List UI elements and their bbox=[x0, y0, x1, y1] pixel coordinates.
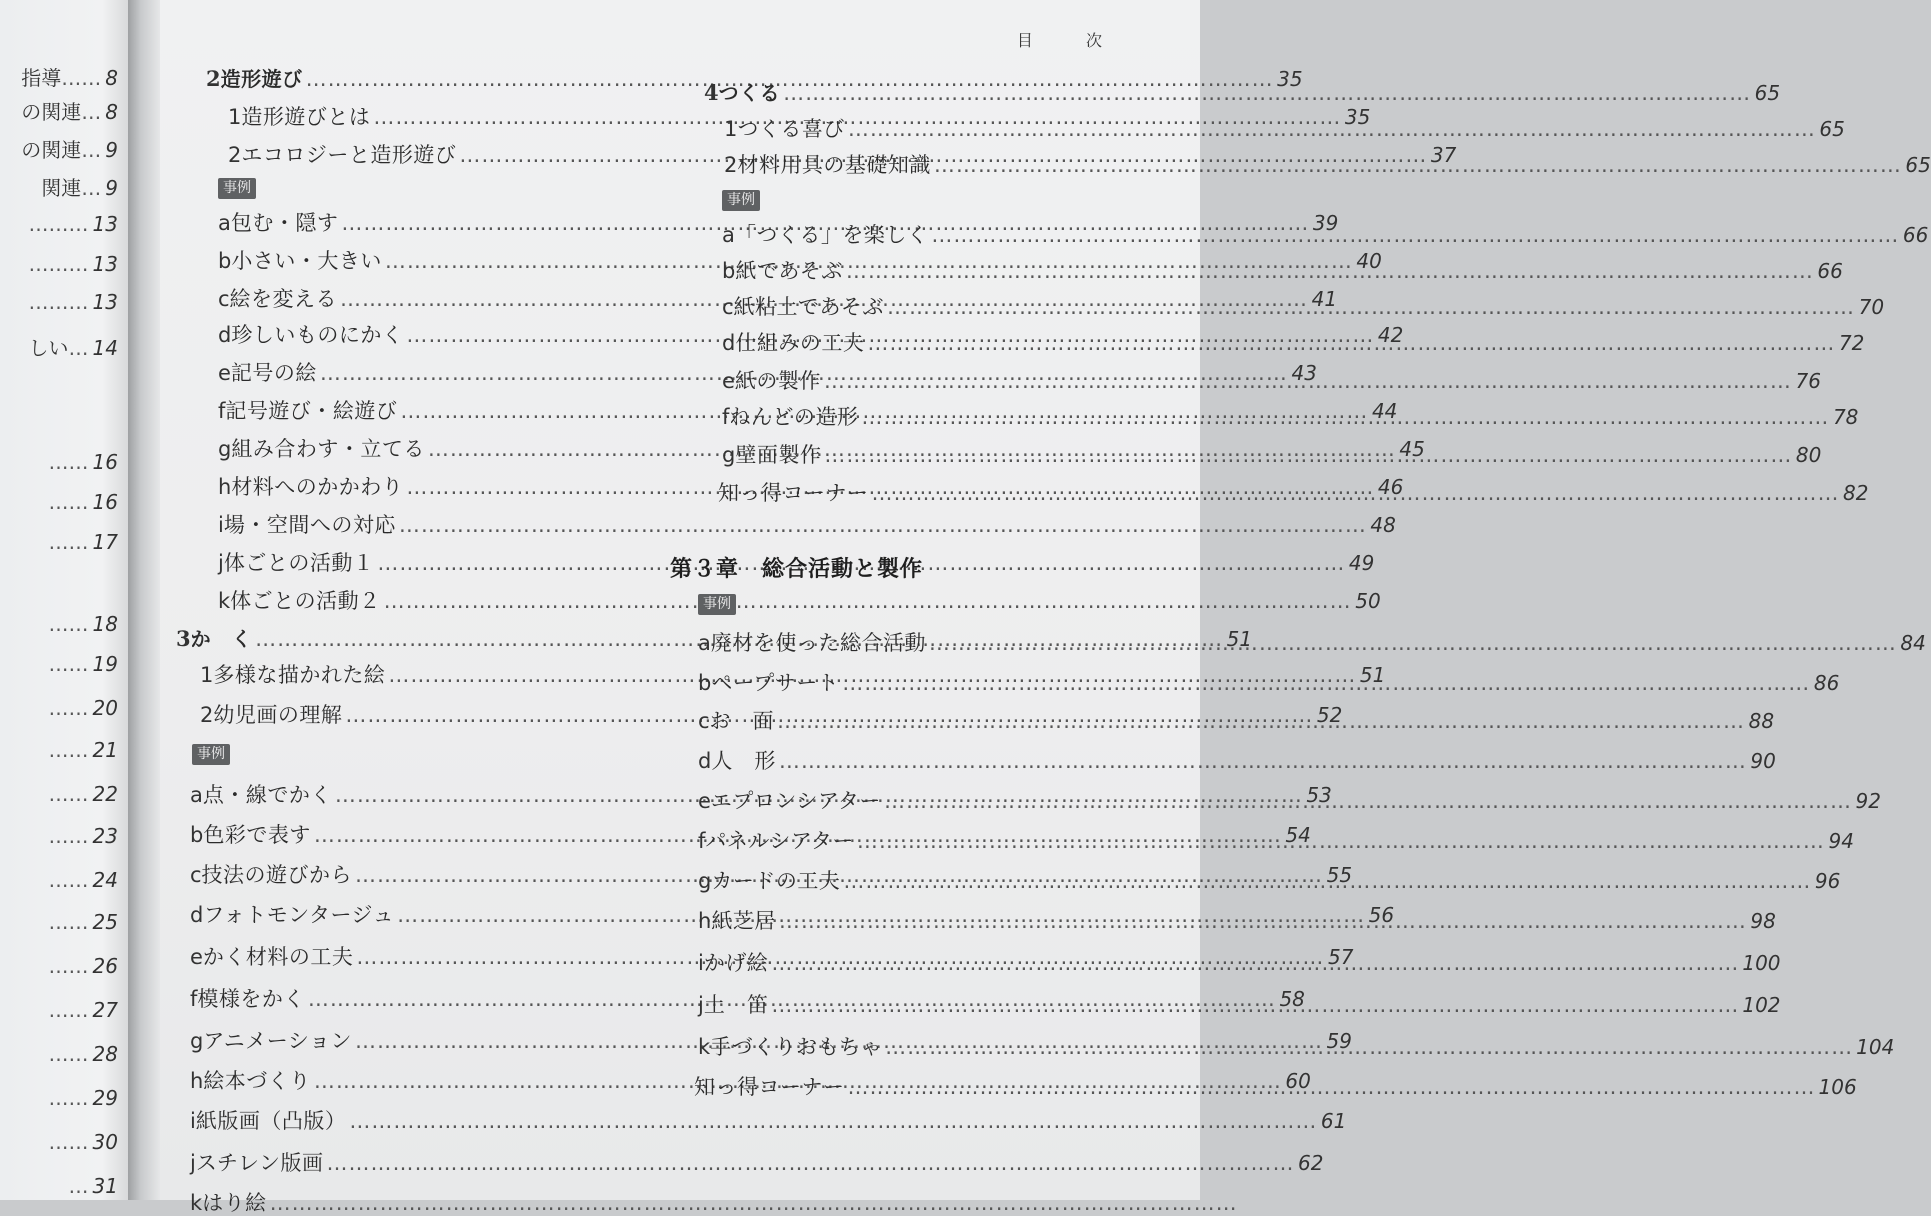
page-number: 13 bbox=[92, 290, 118, 314]
entry-label: 珍しいものにかく bbox=[231, 323, 404, 347]
leader-dots bbox=[885, 1034, 1853, 1060]
leader-dots: …… bbox=[48, 1130, 89, 1154]
entry-label: 壁面製作 bbox=[735, 443, 822, 467]
page-number: 46 bbox=[1377, 475, 1404, 499]
page-number: 42 bbox=[1377, 323, 1404, 347]
page-number: 98 bbox=[1750, 909, 1776, 933]
leader-dots: …… bbox=[48, 652, 89, 676]
entry-index: g bbox=[698, 869, 712, 893]
entry-index: 2 bbox=[206, 66, 221, 91]
page-number: 90 bbox=[1750, 749, 1776, 773]
leader-dots: …… bbox=[48, 738, 89, 762]
entry-index: f bbox=[218, 399, 226, 423]
toc-entry[interactable] bbox=[190, 1190, 624, 1216]
entry-index: 2 bbox=[200, 703, 214, 727]
page-number: 8 bbox=[105, 100, 118, 124]
entry-label: 紙粘土であそぶ bbox=[733, 295, 885, 319]
page-number: 65 bbox=[1754, 81, 1781, 105]
page-number: 80 bbox=[1795, 443, 1822, 467]
entry-label: の関連 bbox=[21, 138, 82, 162]
page-number: 66 bbox=[1902, 223, 1929, 247]
leader-dots: … bbox=[68, 1174, 89, 1198]
entry-label: つくる喜び bbox=[737, 117, 845, 141]
page-number: 72 bbox=[1838, 331, 1865, 355]
entry-label: 知っ得コーナー bbox=[718, 481, 869, 505]
leader-dots bbox=[824, 368, 1792, 394]
page-number: 94 bbox=[1828, 829, 1854, 853]
page-number: 26 bbox=[92, 954, 118, 978]
leader-dots: ……… bbox=[28, 290, 89, 314]
entry-label: フォトモンタージュ bbox=[203, 903, 395, 927]
entry-index: 2 bbox=[228, 143, 242, 167]
toc-entry bbox=[29, 252, 118, 276]
leader-dots: …… bbox=[48, 782, 89, 806]
page-number: 31 bbox=[92, 1174, 118, 1198]
toc-entry bbox=[49, 1086, 118, 1110]
toc-entry bbox=[21, 134, 118, 163]
page-number: 9 bbox=[105, 138, 118, 162]
entry-index: a bbox=[722, 223, 735, 247]
leader-dots bbox=[848, 1074, 1816, 1100]
page-number: 13 bbox=[92, 212, 118, 236]
entry-index: b bbox=[218, 249, 232, 273]
leader-dots: …… bbox=[48, 1086, 89, 1110]
toc-entry[interactable] bbox=[190, 1108, 1347, 1134]
entry-label: 包む・隠す bbox=[230, 211, 339, 235]
leader-dots bbox=[777, 708, 1745, 734]
entry-label: 紙であそぶ bbox=[735, 259, 843, 283]
entry-label: 記号の絵 bbox=[230, 361, 317, 385]
leader-dots bbox=[779, 748, 1747, 774]
toc-entry bbox=[49, 954, 118, 978]
leader-dots bbox=[771, 992, 1739, 1018]
entry-index: e bbox=[722, 369, 735, 393]
entry-index: d bbox=[190, 903, 204, 927]
entry-label: 廃材を使った総合活動 bbox=[710, 631, 926, 655]
leader-dots bbox=[349, 1108, 1317, 1134]
page-number: 44 bbox=[1371, 399, 1398, 423]
entry-label: 紙版画（凸版） bbox=[195, 1109, 347, 1133]
toc-entry bbox=[21, 62, 118, 91]
entry-label: しい bbox=[28, 336, 69, 360]
entry-index: d bbox=[218, 323, 232, 347]
page-header: 目 次 bbox=[1016, 31, 1126, 50]
leader-dots bbox=[783, 80, 1751, 106]
entry-label: 多様な描かれた絵 bbox=[213, 663, 386, 687]
entry-index: c bbox=[218, 287, 230, 311]
leader-dots: … bbox=[68, 336, 89, 360]
page-number: 8 bbox=[105, 66, 118, 90]
entry-label: つくる bbox=[718, 81, 781, 105]
entry-index: 3 bbox=[176, 626, 191, 651]
right-page bbox=[160, 0, 1931, 1215]
entry-index: f bbox=[190, 987, 198, 1011]
entry-label: 体ごとの活動２ bbox=[230, 589, 381, 613]
entry-index: i bbox=[698, 951, 704, 975]
entry-index: k bbox=[218, 589, 231, 613]
page-number: 14 bbox=[92, 336, 118, 360]
leader-dots bbox=[887, 294, 1855, 320]
page-number: 16 bbox=[92, 450, 118, 474]
entry-index: i bbox=[190, 1109, 196, 1133]
page-number: 17 bbox=[92, 530, 118, 554]
toc-entry bbox=[21, 96, 118, 125]
entry-label: の関連 bbox=[21, 100, 82, 124]
case-badge: 事例 bbox=[218, 178, 256, 199]
page-number: 45 bbox=[1399, 437, 1425, 461]
page-number: 22 bbox=[92, 782, 118, 806]
entry-index: c bbox=[698, 709, 710, 733]
entry-index: 1 bbox=[228, 105, 242, 129]
leader-dots: …… bbox=[61, 66, 102, 90]
leader-dots: ……… bbox=[28, 212, 89, 236]
entry-index: i bbox=[218, 513, 224, 537]
page-number: 27 bbox=[92, 998, 118, 1022]
entry-label: 紙芝居 bbox=[711, 909, 776, 933]
entry-index: f bbox=[698, 829, 706, 853]
entry-label: スチレン版画 bbox=[195, 1151, 324, 1175]
entry-index: g bbox=[218, 437, 232, 461]
case-badge: 事例 bbox=[722, 190, 760, 211]
leader-dots: …… bbox=[48, 998, 89, 1022]
toc-section[interactable] bbox=[206, 66, 1303, 92]
entry-label: 仕組みの工夫 bbox=[735, 331, 865, 355]
page-number: 19 bbox=[92, 652, 118, 676]
entry-index: k bbox=[190, 1191, 203, 1215]
page-number: 50 bbox=[1355, 589, 1381, 613]
toc-entry[interactable] bbox=[218, 512, 1396, 538]
entry-label: 指導 bbox=[21, 66, 62, 90]
leader-dots: … bbox=[81, 100, 102, 124]
toc-entry bbox=[49, 910, 118, 934]
entry-label: 「つくる」を楽しく bbox=[734, 223, 929, 247]
leader-dots bbox=[861, 404, 1829, 430]
page-number: 59 bbox=[1326, 1029, 1352, 1053]
entry-label: エコロジーと造形遊び bbox=[241, 143, 457, 167]
page-number: 65 bbox=[1819, 117, 1845, 141]
leader-dots: …… bbox=[48, 696, 89, 720]
page-number: 23 bbox=[92, 824, 118, 848]
page-number: 16 bbox=[92, 490, 118, 514]
entry-index: d bbox=[698, 749, 712, 773]
page-number: 21 bbox=[92, 738, 118, 762]
entry-label: 関連 bbox=[41, 176, 82, 200]
toc-entry bbox=[49, 530, 118, 554]
entry-index: h bbox=[218, 475, 232, 499]
leader-dots bbox=[779, 908, 1747, 934]
page-number: 35 bbox=[1277, 67, 1303, 91]
leader-dots bbox=[270, 1190, 1238, 1216]
entry-label: 人 形 bbox=[711, 749, 776, 773]
entry-index: 2 bbox=[724, 153, 738, 177]
page-number: 53 bbox=[1306, 783, 1332, 807]
page-number: 39 bbox=[1312, 211, 1339, 235]
leader-dots: … bbox=[81, 138, 102, 162]
left-page bbox=[0, 0, 128, 1200]
leader-dots: …… bbox=[48, 490, 89, 514]
entry-index: e bbox=[218, 361, 231, 385]
page-number: 18 bbox=[92, 612, 118, 636]
leader-dots bbox=[872, 480, 1840, 506]
page-number: 70 bbox=[1858, 295, 1885, 319]
toc-section[interactable] bbox=[704, 80, 1781, 106]
leader-dots bbox=[929, 630, 1897, 656]
page-number: 56 bbox=[1368, 903, 1395, 927]
page-number: 106 bbox=[1818, 1075, 1857, 1099]
page-number: 43 bbox=[1291, 361, 1317, 385]
entry-index: b bbox=[722, 259, 736, 283]
toc-entry bbox=[29, 332, 118, 361]
entry-label: かく材料の工夫 bbox=[202, 945, 354, 969]
entry-index: b bbox=[190, 823, 204, 847]
page-number: 29 bbox=[92, 1086, 118, 1110]
toc-entry bbox=[29, 290, 118, 314]
page-number: 24 bbox=[92, 868, 118, 892]
entry-label: 絵本づくり bbox=[203, 1069, 311, 1093]
toc-entry bbox=[49, 612, 118, 636]
page-number: 84 bbox=[1900, 631, 1926, 655]
toc-entry bbox=[49, 868, 118, 892]
entry-index: j bbox=[698, 993, 704, 1017]
toc-entry bbox=[69, 1174, 118, 1198]
entry-index: 1 bbox=[200, 663, 214, 687]
entry-index: j bbox=[190, 1151, 196, 1175]
entry-label: 手づくりおもちゃ bbox=[710, 1035, 883, 1059]
toc-entry bbox=[49, 652, 118, 676]
page-number: 9 bbox=[105, 176, 118, 200]
toc-entry bbox=[41, 172, 118, 201]
entry-label: はり絵 bbox=[202, 1191, 267, 1215]
entry-label: 技法の遊びから bbox=[201, 863, 353, 887]
entry-label: 土 笛 bbox=[703, 993, 769, 1017]
entry-index: 4 bbox=[704, 80, 719, 105]
page-number: 25 bbox=[92, 910, 118, 934]
entry-label: エプロンシアター bbox=[710, 789, 881, 813]
leader-dots bbox=[884, 788, 1852, 814]
entry-label: 材料へのかかわり bbox=[231, 475, 404, 499]
entry-index: a bbox=[218, 211, 231, 235]
leader-dots bbox=[846, 258, 1814, 284]
leader-dots bbox=[326, 1150, 1294, 1176]
page-number: 55 bbox=[1326, 863, 1353, 887]
toc-entry bbox=[49, 738, 118, 762]
leader-dots bbox=[824, 442, 1792, 468]
toc-entry[interactable] bbox=[698, 748, 1776, 774]
page-number: 20 bbox=[92, 696, 118, 720]
page-number: 51 bbox=[1226, 627, 1253, 651]
page-number: 57 bbox=[1327, 945, 1354, 969]
entry-index: f bbox=[722, 405, 730, 429]
entry-label: 造形遊びとは bbox=[241, 105, 371, 129]
leader-dots bbox=[934, 152, 1902, 178]
leader-dots bbox=[771, 950, 1739, 976]
entry-label: かげ絵 bbox=[703, 951, 769, 975]
entry-label: 小さい・大きい bbox=[231, 249, 382, 273]
entry-label: 組み合わす・立てる bbox=[231, 437, 425, 461]
entry-index: g bbox=[190, 1029, 204, 1053]
entry-index: e bbox=[190, 945, 203, 969]
leader-dots: …… bbox=[48, 612, 89, 636]
entry-label: 色彩で表す bbox=[203, 823, 311, 847]
entry-index: a bbox=[190, 783, 203, 807]
page-number: 102 bbox=[1742, 993, 1781, 1017]
entry-label: 幼児画の理解 bbox=[213, 703, 343, 727]
page-number: 66 bbox=[1817, 259, 1843, 283]
entry-label: 知っ得コーナー bbox=[694, 1075, 845, 1099]
toc-entry[interactable] bbox=[190, 1150, 1324, 1176]
page-number: 54 bbox=[1285, 823, 1311, 847]
page-number: 61 bbox=[1320, 1109, 1347, 1133]
entry-index: b bbox=[698, 671, 712, 695]
entry-label: 記号遊び・絵遊び bbox=[225, 399, 398, 423]
page-number: 30 bbox=[92, 1130, 118, 1154]
page-number: 41 bbox=[1311, 287, 1338, 311]
entry-index: h bbox=[190, 1069, 204, 1093]
page-number: 58 bbox=[1279, 987, 1305, 1011]
page-number: 100 bbox=[1742, 951, 1781, 975]
toc-entry bbox=[49, 824, 118, 848]
leader-dots: …… bbox=[48, 450, 89, 474]
leader-dots: ……… bbox=[28, 252, 89, 276]
page-number: 35 bbox=[1344, 105, 1371, 129]
entry-index: a bbox=[698, 631, 711, 655]
leader-dots: …… bbox=[48, 910, 89, 934]
entry-label: ねんどの造形 bbox=[729, 405, 859, 429]
entry-label: 体ごとの活動１ bbox=[223, 551, 375, 575]
toc-entry bbox=[49, 1042, 118, 1066]
entry-index: 1 bbox=[724, 117, 738, 141]
page-number: 28 bbox=[92, 1042, 118, 1066]
leader-dots bbox=[399, 512, 1367, 538]
page-number: 37 bbox=[1430, 143, 1457, 167]
page-number: 88 bbox=[1748, 709, 1775, 733]
entry-label: パネルシアター bbox=[705, 829, 854, 853]
entry-index: e bbox=[698, 789, 711, 813]
case-badge: 事例 bbox=[192, 744, 230, 765]
entry-index: g bbox=[722, 443, 736, 467]
entry-index: h bbox=[698, 909, 712, 933]
chapter-heading: 第３章 総合活動と製作 bbox=[670, 557, 924, 582]
page-number: 65 bbox=[1905, 153, 1931, 177]
page-number: 86 bbox=[1813, 671, 1840, 695]
entry-label: 模様をかく bbox=[197, 987, 305, 1011]
leader-dots bbox=[843, 868, 1811, 894]
entry-label: 場・空間への対応 bbox=[223, 513, 396, 537]
page-number: 48 bbox=[1370, 513, 1396, 537]
entry-index: c bbox=[190, 863, 202, 887]
entry-label: 造形遊び bbox=[220, 67, 303, 91]
entry-label: か く bbox=[190, 627, 253, 651]
entry-label: カードの工夫 bbox=[711, 869, 841, 893]
page-number: 104 bbox=[1856, 1035, 1895, 1059]
leader-dots: …… bbox=[48, 530, 89, 554]
entry-label: 点・線でかく bbox=[202, 783, 332, 807]
page-number: 96 bbox=[1814, 869, 1841, 893]
entry-index: j bbox=[218, 551, 224, 575]
entry-label: 紙の製作 bbox=[734, 369, 821, 393]
page-number: 40 bbox=[1356, 249, 1382, 273]
entry-label: アニメーション bbox=[203, 1029, 352, 1053]
entry-label: 材料用具の基礎知識 bbox=[737, 153, 931, 177]
toc-entry bbox=[49, 782, 118, 806]
leader-dots bbox=[384, 588, 1352, 614]
page-number: 62 bbox=[1298, 1151, 1324, 1175]
page-number: 52 bbox=[1316, 703, 1343, 727]
toc-entry bbox=[49, 450, 118, 474]
page-number: 60 bbox=[1285, 1069, 1311, 1093]
entry-index: k bbox=[698, 1035, 711, 1059]
toc-entry bbox=[49, 490, 118, 514]
page-number: 78 bbox=[1832, 405, 1859, 429]
page-number: 82 bbox=[1843, 481, 1869, 505]
page-number: 92 bbox=[1855, 789, 1881, 813]
toc-entry bbox=[49, 696, 118, 720]
toc-entry bbox=[49, 998, 118, 1022]
leader-dots bbox=[867, 330, 1835, 356]
leader-dots: … bbox=[81, 176, 102, 200]
page-number: 51 bbox=[1359, 663, 1386, 687]
entry-index: d bbox=[722, 331, 736, 355]
leader-dots bbox=[857, 828, 1825, 854]
entry-label: ペープサート bbox=[711, 671, 840, 695]
toc-entry bbox=[49, 1130, 118, 1154]
entry-label: 絵を変える bbox=[229, 287, 338, 311]
leader-dots: …… bbox=[48, 868, 89, 892]
page-number: 13 bbox=[92, 252, 118, 276]
leader-dots bbox=[848, 116, 1816, 142]
leader-dots bbox=[842, 670, 1810, 696]
leader-dots: …… bbox=[48, 954, 89, 978]
entry-index: c bbox=[722, 295, 734, 319]
book-gutter bbox=[128, 0, 160, 1200]
leader-dots: …… bbox=[48, 1042, 89, 1066]
page-number: 49 bbox=[1348, 551, 1375, 575]
leader-dots: …… bbox=[48, 824, 89, 848]
case-badge: 事例 bbox=[698, 594, 736, 615]
leader-dots bbox=[931, 222, 1899, 248]
entry-label: お 面 bbox=[709, 709, 775, 733]
toc-entry bbox=[29, 212, 118, 236]
page-number: 76 bbox=[1795, 369, 1821, 393]
